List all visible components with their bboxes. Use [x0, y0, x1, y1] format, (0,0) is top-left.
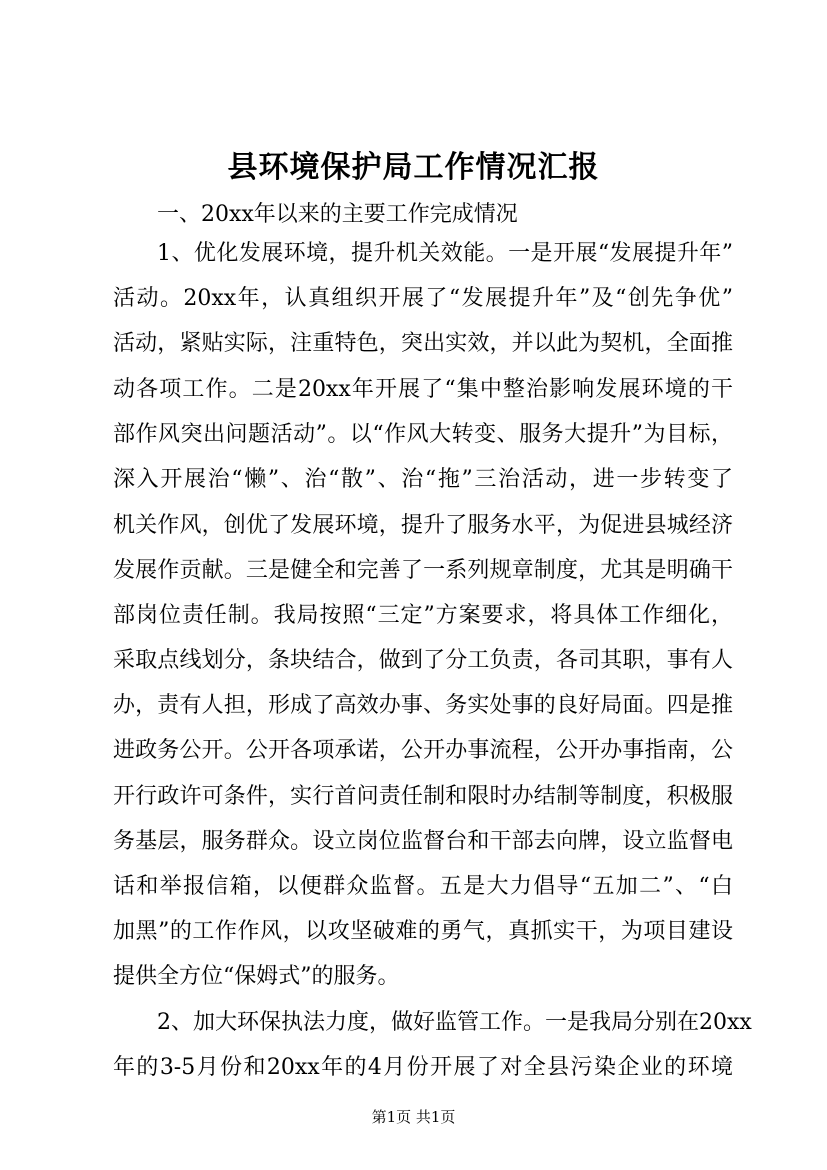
- document-title: 县环境保护局工作情况汇报: [227, 150, 600, 185]
- paragraph-line: 机关作风，创优了发展环境，提升了服务水平，为促进县城经济: [113, 513, 733, 538]
- paragraph-line: 1、优化发展环境，提升机关效能。一是开展“发展提升年”: [157, 241, 733, 266]
- paragraph-line: 采取点线划分，条块结合，做到了分工负责，各司其职，事有人: [113, 648, 733, 673]
- paragraph-line: 部作风突出问题活动”。以“作风大转变、服务大提升”为目标，: [113, 422, 733, 447]
- paragraph-line: 办，责有人担，形成了高效办事、务实处事的良好局面。四是推: [113, 693, 733, 718]
- paragraph-line: 活动，紧贴实际，注重特色，突出实效，并以此为契机，全面推: [113, 331, 733, 356]
- paragraph-line: 开行政许可条件，实行首问责任制和限时办结制等制度，积极服: [113, 784, 733, 809]
- paragraph-line: 深入开展治“懒”、治“散”、治“拖”三治活动，进一步转变了: [113, 467, 733, 492]
- paragraph-line: 务基层，服务群众。设立岗位监督台和干部去向牌，设立监督电: [113, 829, 733, 854]
- paragraph-line: 进政务公开。公开各项承诺，公开办事流程，公开办事指南，公: [113, 738, 733, 763]
- paragraph-line: 发展作贡献。三是健全和完善了一系列规章制度，尤其是明确干: [113, 558, 733, 583]
- paragraph-line: 活动。20xx年，认真组织开展了“发展提升年”及“创先争优”: [113, 286, 733, 311]
- paragraph-line: 加黑”的工作作风，以攻坚破难的勇气，真抓实干，为项目建设: [113, 919, 733, 944]
- section-heading: 一、20xx年以来的主要工作完成情况: [157, 202, 518, 227]
- paragraph-line: 提供全方位“保姆式”的服务。: [113, 964, 400, 989]
- paragraph-line: 动各项工作。二是20xx年开展了“集中整治影响发展环境的干: [113, 377, 733, 402]
- paragraph-line: 部岗位责任制。我局按照“三定”方案要求，将具体工作细化，: [113, 603, 733, 628]
- paragraph-line: 2、加大环保执法力度，做好监管工作。一是我局分别在20xx: [157, 1010, 752, 1035]
- page-footer: 第1页 共1页: [371, 1108, 456, 1126]
- paragraph-line: 年的3-5月份和20xx年的4月份开展了对全县污染企业的环境: [113, 1055, 733, 1080]
- paragraph-line: 话和举报信箱，以便群众监督。五是大力倡导“五加二”、“白: [113, 874, 733, 899]
